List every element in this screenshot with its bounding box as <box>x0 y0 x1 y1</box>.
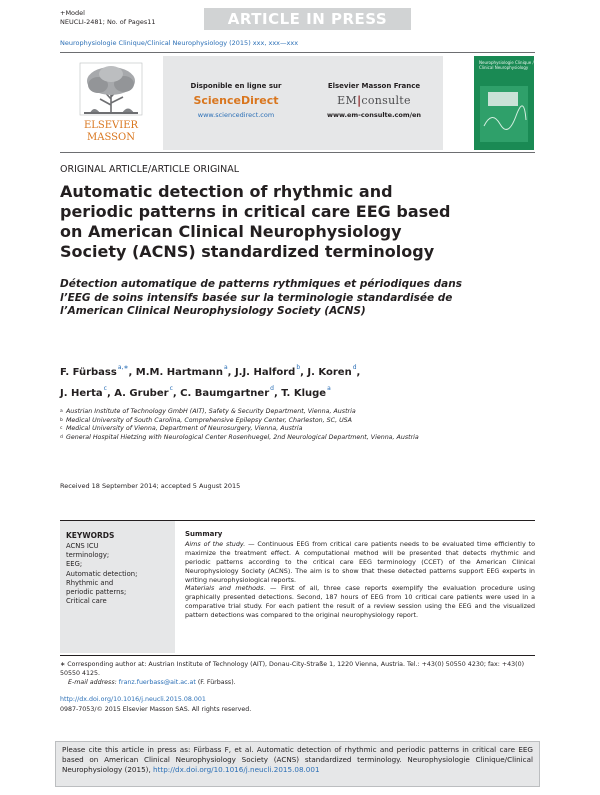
sciencedirect-brand[interactable]: ScienceDirect <box>193 94 279 107</box>
author-4[interactable]: J. Koren$^d$ <box>307 364 357 378</box>
abstract-bottom-rule <box>60 655 535 656</box>
corresponding-author-note <box>60 660 535 687</box>
emconsulte-label: Elsevier Masson France <box>327 82 421 90</box>
cover-graphic-icon <box>480 86 528 142</box>
author-2[interactable]: M.M. Hartmann$^a$ <box>135 364 228 378</box>
banner-text: ARTICLE IN PRESS <box>227 10 388 28</box>
sciencedirect-block <box>171 82 301 119</box>
author-5[interactable]: J. Herta$^c$ <box>60 385 107 399</box>
journal-cover-thumbnail[interactable] <box>474 56 534 150</box>
journal-citation-line[interactable]: Neurophysiologie Clinique/Clinical Neurophysiology (2015) xxx, xxx—xxx <box>60 39 299 47</box>
consulte-part: consulte <box>361 94 411 107</box>
copyright-line: 0987-7053/© 2015 Elsevier Masson SAS. All rights reserved. <box>60 706 252 713</box>
masthead-links-panel <box>163 56 443 150</box>
doi-link[interactable]: http://dx.doi.org/10.1016/j.neucli.2015.08.001 <box>60 696 206 703</box>
elsevier-tree-icon <box>62 57 162 147</box>
emconsulte-url[interactable]: www.em-consulte.com/en <box>326 111 422 119</box>
logo-text-masson: MASSON <box>87 132 135 143</box>
keyword-item: EEG; <box>66 560 83 569</box>
author-3[interactable]: J.J. Halford$^b$ <box>234 364 301 378</box>
summary-section <box>185 530 535 620</box>
cite-this-article-box <box>55 741 540 787</box>
summary-aims: Aims of the study. — Continuous EEG from critical care patients needs to be evaluated time efficiently to maximize the treatment effect. A computational method will be presented that detects rhythmic and periodic patterns according to the critical care EEG terminology (CCET) of the American Clinical Neurophysiology Society (ACNS). The aim is to show that these detected patterns support EEG experts in writing neurophysiological reports. <box>185 539 536 584</box>
email-line: E-mail address: franz.fuerbass@ait.ac.at (F. Fürbass). <box>68 679 236 686</box>
em-part: EM <box>337 94 358 107</box>
keyword-item: Critical care <box>66 597 107 606</box>
cite-doi-link[interactable]: http://dx.doi.org/10.1016/j.neucli.2015.08.001 <box>153 765 320 774</box>
author-1[interactable]: F. Fürbass$^{a,∗}$ <box>60 364 129 378</box>
article-title: Automatic detection of rhythmic and periodic patterns in critical care EEG based on American Clinical Neurophysiology Society (ACNS) standardized terminology <box>60 182 451 261</box>
article-type: ORIGINAL ARTICLE/ARTICLE ORIGINAL <box>60 164 240 175</box>
keyword-item: periodic patterns; <box>66 588 127 597</box>
cite-text: Please cite this article in press as: Fürbass F, et al. Automatic detection of rhythmic and periodic patterns in critical care EEG based on American Clinical Neurophysiology Society (ACNS) standardized terminology. Neurophysiologie Clinique/Clinical Neurophysiology (2015), <box>62 745 533 774</box>
sciencedirect-label: Disponible en ligne sur <box>190 82 282 90</box>
keywords-title: KEYWORDS <box>66 531 115 540</box>
keyword-item: ACNS ICU <box>66 542 99 550</box>
received-dates: Received 18 September 2014; accepted 5 August 2015 <box>60 482 241 490</box>
author-6[interactable]: A. Gruber$^c$ <box>114 385 173 399</box>
article-title-french: Détection automatique de patterns rythmiques et périodiques dans l’EEG de soins intensifs basée sur la terminologie standardisée de l’American Clinical Neurophysiology Society (ACNS) <box>60 278 462 317</box>
elsevier-logo <box>62 57 162 147</box>
affiliation-c: c Medical University of Vienna, Department of Neurosurgery, Vienna, Austria <box>60 425 303 433</box>
manuscript-ref: NEUCLI-2481; No. of Pages11 <box>60 18 156 26</box>
affiliation-a: a Austrian Institute of Technology GmbH (AIT), Safety & Security Department, Vienna, Austria <box>60 408 356 415</box>
sciencedirect-url[interactable]: www.sciencedirect.com <box>197 111 275 119</box>
affiliation-d: d General Hospital Hietzing with Neurological Center Rosenhuegel, 2nd Neurological Department, Vienna, Austria <box>60 433 419 441</box>
author-list: F. Fürbass$^{a,∗}$, M.M. Hartmann$^a$, J.J. Halford$^b$, J. Koren$^d$, J. Herta$^c$, A. Gruber$^c$, C. Baumgartner$^d$, T. Kluge$^a$ <box>60 364 361 399</box>
model-label: +Model <box>60 9 85 17</box>
affiliations <box>60 408 460 442</box>
masthead-bottom-rule <box>60 152 535 153</box>
corresponding-author-text: ∗ Corresponding author at: Austrian Institute of Technology (AIT), Donau-City-Straße 1, 1220 Vienna, Austria. Tel.: +43(0) 50550 4230; fax: +43(0) 50550 4125. <box>60 661 525 677</box>
article-in-press-banner <box>204 8 411 30</box>
keyword-item: terminology; <box>66 551 110 560</box>
summary-title: Summary <box>185 530 223 538</box>
cover-title: Neurophysiologie Clinique / Clinical Neurophysiology <box>479 60 534 70</box>
author-8[interactable]: T. Kluge$^a$ <box>281 385 331 399</box>
emconsulte-block <box>309 82 439 119</box>
logo-text-elsevier: ELSEVIER <box>83 120 139 131</box>
keyword-item: Automatic detection; <box>66 569 138 578</box>
summary-methods: Materials and methods. — First of all, three case reports exemplify the evaluation procedure using graphically presented detections. Second, 187 hours of EEG from 10 critical care patients were used in a comparative trial study. For each patient the result of a review session using the EEG and the visualized pattern detections was compared to the original neurophysiology report. <box>185 584 535 620</box>
email-link[interactable]: franz.fuerbass@ait.ac.at <box>118 679 196 686</box>
emconsulte-brand[interactable]: EM|consulte <box>337 94 411 107</box>
masthead-top-rule <box>60 52 535 53</box>
author-7[interactable]: C. Baumgartner$^d$ <box>180 385 274 399</box>
keyword-item: Rhythmic and <box>66 578 114 587</box>
keywords-box <box>60 521 175 653</box>
affiliation-b: b Medical University of South Carolina, Comprehensive Epilepsy Center, Charleston, SC, USA <box>60 416 352 424</box>
